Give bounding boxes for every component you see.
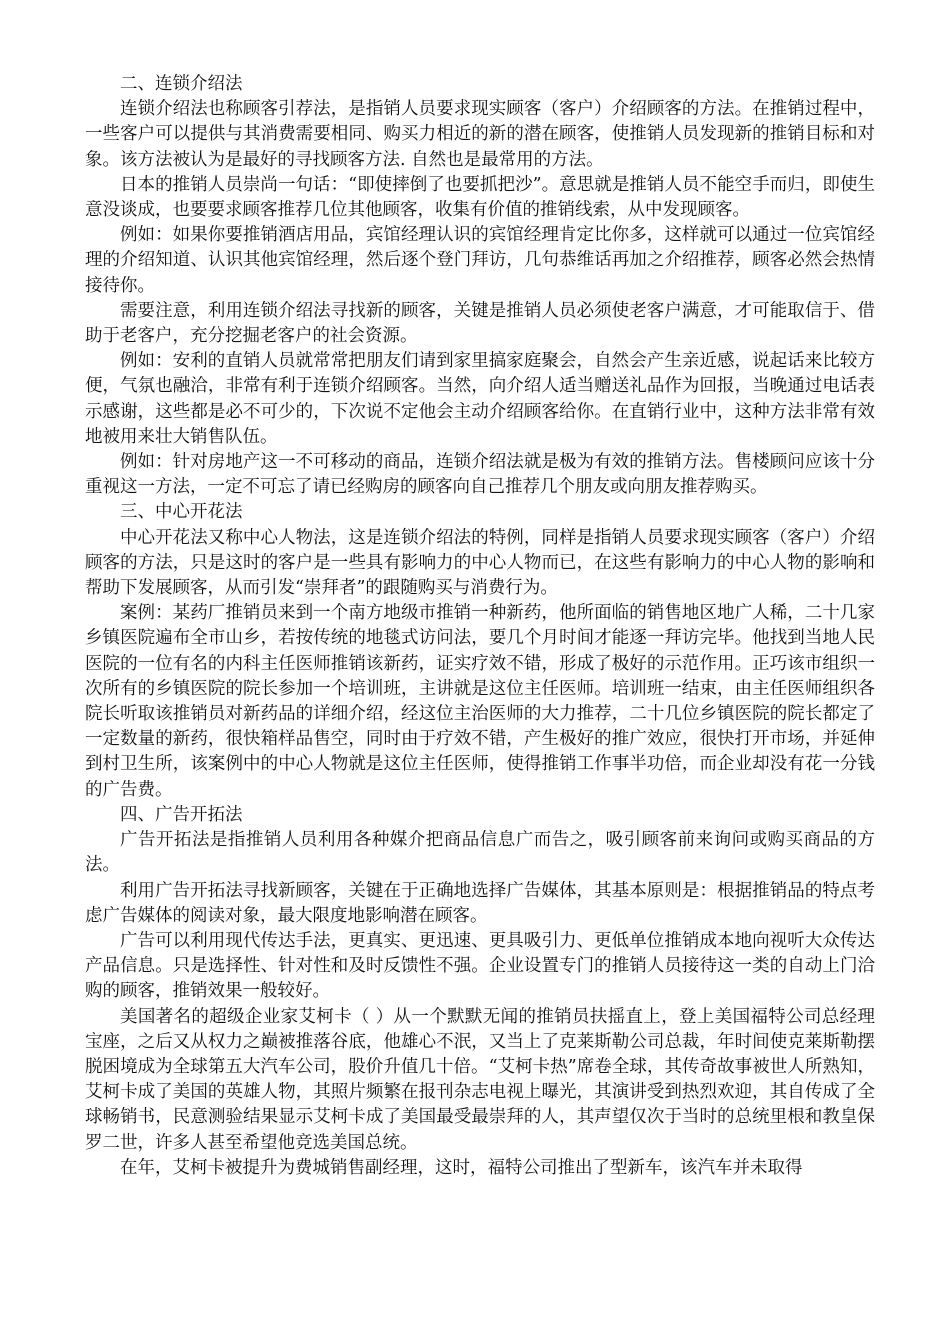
paragraph: 需要注意，利用连锁介绍法寻找新的顾客，关键是推销人员必须使老客户满意，才可能取信于、借助于老客户，充分挖掘老客户的社会资源。 xyxy=(85,300,875,347)
paragraph: 在年，艾柯卡被提升为费城销售副经理，这时，福特公司推出了型新车，该汽车并未取得 xyxy=(120,1157,803,1178)
paragraph: 例如：针对房地产这一不可移动的商品，连锁介绍法就是极为有效的推销方法。售楼顾问应该十分重视这一方法，一定不可忘了请已经购房的顾客向自己推荐几个朋友或向朋友推荐购买。 xyxy=(85,452,875,498)
paragraph: 例如：如果你要推销酒店用品，宾馆经理认识的宾馆经理肯定比你多，这样就可以通过一位宾馆经理的介绍知道、认识其他宾馆经理，然后逐个登门拜访，几句恭维话再加之介绍推荐，顾客必然会热情接待你。 xyxy=(85,225,875,296)
paragraph: 美国著名的超级企业家艾柯卡（ ）从一个默默无闻的推销员扶摇直上，登上美国福特公司总经理宝座，之后又从权力之巅被推落谷底，他雄心不泯，又当上了克莱斯勒公司总裁，年时间使克莱斯勒摆脱困境成为全球第五大汽车公司，股价升值几十倍。“艾柯卡热”席卷全球，其传奇故事被世人所熟知，艾柯卡成了美国的英雄人物，其照片频繁在报刊杂志电视上曝光，其演讲受到热烈欢迎，其自传成了全球畅销书，民意测验结果显示艾柯卡成了美国最受最崇拜的人，其声望仅次于当时的总统里根和教皇保罗二世，许多人甚至希望他竞选美国总统。 xyxy=(85,1006,875,1153)
section-heading-chain-referral: 二、连锁介绍法 xyxy=(120,74,243,94)
paragraph: 例如：安利的直销人员就常常把朋友们请到家里搞家庭聚会，自然会产生亲近感，说起话来比较方便，气氛也融洽，非常有利于连锁介绍顾客。当然，向介绍人适当赠送礼品作为回报，当晚通过电话表示感谢，这些都是必不可少的，下次说不定他会主动介绍顾客给你。在直销行业中，这种方法非常有效地被用来壮大销售队伍。 xyxy=(85,351,875,447)
paragraph: 利用广告开拓法寻找新顾客，关键在于正确地选择广告媒体，其基本原则是：根据推销品的特点考虑广告媒体的阅读对象，最大限度地影响潜在顾客。 xyxy=(85,880,875,926)
section-heading-advertising: 四、广告开拓法 xyxy=(120,804,243,825)
paragraph: 广告开拓法是指推销人员利用各种媒介把商品信息广而告之，吸引顾客前来询问或购买商品的方法。 xyxy=(85,830,875,876)
paragraph: 日本的推销人员崇尚一句话：“即使摔倒了也要抓把沙”。意思就是推销人员不能空手而归，即使生意没谈成，也要要求顾客推荐几位其他顾客，收集有价值的推销线索，从中发现顾客。 xyxy=(85,174,875,221)
paragraph: 广告可以利用现代传达手法，更真实、更迅速、更具吸引力、更低单位推销成本地向视听大众传达产品信息。只是选择性、针对性和及时反馈性不强。企业设置专门的推销人员接待这一类的自动上门洽购的顾客，推销效果一般较好。 xyxy=(85,930,875,1002)
paragraph: 连锁介绍法也称顾客引荐法，是指销人员要求现实顾客（客户）介绍顾客的方法。在推销过程中，一些客户可以提供与其消费需要相同、购买力相近的新的潜在顾客，使推销人员发现新的推销目标和对象。该方法被认为是最好的寻找顾客方法. 自然也是最常用的方法。 xyxy=(85,99,875,170)
document-page xyxy=(85,72,875,1181)
section-heading-center-bloom: 三、中心开花法 xyxy=(120,502,243,523)
paragraph: 中心开花法又称中心人物法，这是连锁介绍法的特例，同样是指销人员要求现实顾客（客户）介绍顾客的方法，只是这时的客户是一些具有影响力的中心人物而已，在这些有影响力的中心人物的影响和帮助下发展顾客，从而引发“崇拜者”的跟随购买与消费行为。 xyxy=(85,527,875,599)
paragraph: 案例：某药厂推销员来到一个南方地级市推销一种新药，他所面临的销售地区地广人稀，二十几家乡镇医院遍布全市山乡，若按传统的地毯式访问法，要几个月时间才能逐一拜访完毕。他找到当地人民医院的一位有名的内科主任医师推销该新药，证实疗效不错，形成了极好的示范作用。正巧该市组织一次所有的乡镇医院的院长参加一个培训班，主讲就是这位主任医师。培训班一结束，由主任医师组织各院长听取该推销员对新药品的详细介绍，经这位主治医师的大力推荐，二十几位乡镇医院的院长都定了一定数量的新药，很快箱样品售空，同时由于疗效不错，产生极好的推广效应，很快打开市场，并延伸到村卫生所，该案例中的中心人物就是这位主任医师，使得推销工作事半功倍，而企业却没有花一分钱的广告费。 xyxy=(85,603,875,800)
